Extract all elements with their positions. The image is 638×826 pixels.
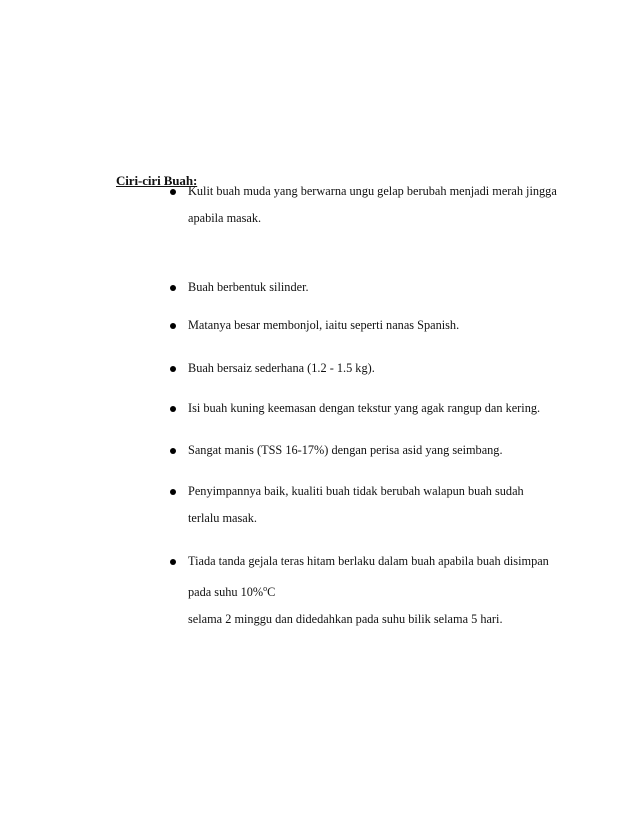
list-item xyxy=(188,437,503,464)
list-item-line: Tiada tanda gejala teras hitam berlaku dalam buah apabila buah disimpan xyxy=(188,554,549,568)
list-item xyxy=(188,178,557,232)
list-item-line: Buah bersaiz sederhana (1.2 - 1.5 kg). xyxy=(188,361,375,375)
list-item-line: terlalu masak. xyxy=(188,511,257,525)
list-item-line-temperature xyxy=(188,575,549,606)
bullet-icon xyxy=(170,559,176,565)
list-item xyxy=(188,395,540,422)
temperature-text: pada suhu 10% xyxy=(188,585,264,600)
list-item-line: Sangat manis (TSS 16-17%) dengan perisa asid yang seimbang. xyxy=(188,443,503,457)
list-item-line: Matanya besar membonjol, iaitu seperti nanas Spanish. xyxy=(188,318,460,332)
degree-symbol: o xyxy=(263,584,268,593)
bullet-icon xyxy=(170,285,176,291)
bullet-icon xyxy=(170,448,176,454)
section-heading: Ciri-ciri Buah: xyxy=(116,173,198,188)
bullet-icon xyxy=(170,406,176,412)
list-item xyxy=(188,548,549,633)
list-item-line: Penyimpannya baik, kualiti buah tidak berubah walapun buah sudah xyxy=(188,484,524,498)
bullet-icon xyxy=(170,366,176,372)
list-item-line: selama 2 minggu dan didedahkan pada suhu bilik selama 5 hari. xyxy=(188,612,503,627)
list-item xyxy=(188,478,524,532)
list-item-line: Isi buah kuning keemasan dengan tekstur yang agak rangup dan kering. xyxy=(188,401,541,415)
list-item-line: Kulit buah muda yang berwarna ungu gelap berubah menjadi merah jingga xyxy=(188,184,557,198)
list-item-line: Buah berbentuk silinder. xyxy=(188,280,309,294)
list-item-line: apabila masak. xyxy=(188,211,262,225)
bullet-icon xyxy=(170,189,176,195)
list-item xyxy=(188,312,459,339)
celsius-unit: C xyxy=(267,585,276,600)
list-item xyxy=(188,274,309,301)
list-item xyxy=(188,355,375,382)
bullet-icon xyxy=(170,489,176,495)
bullet-icon xyxy=(170,323,176,329)
